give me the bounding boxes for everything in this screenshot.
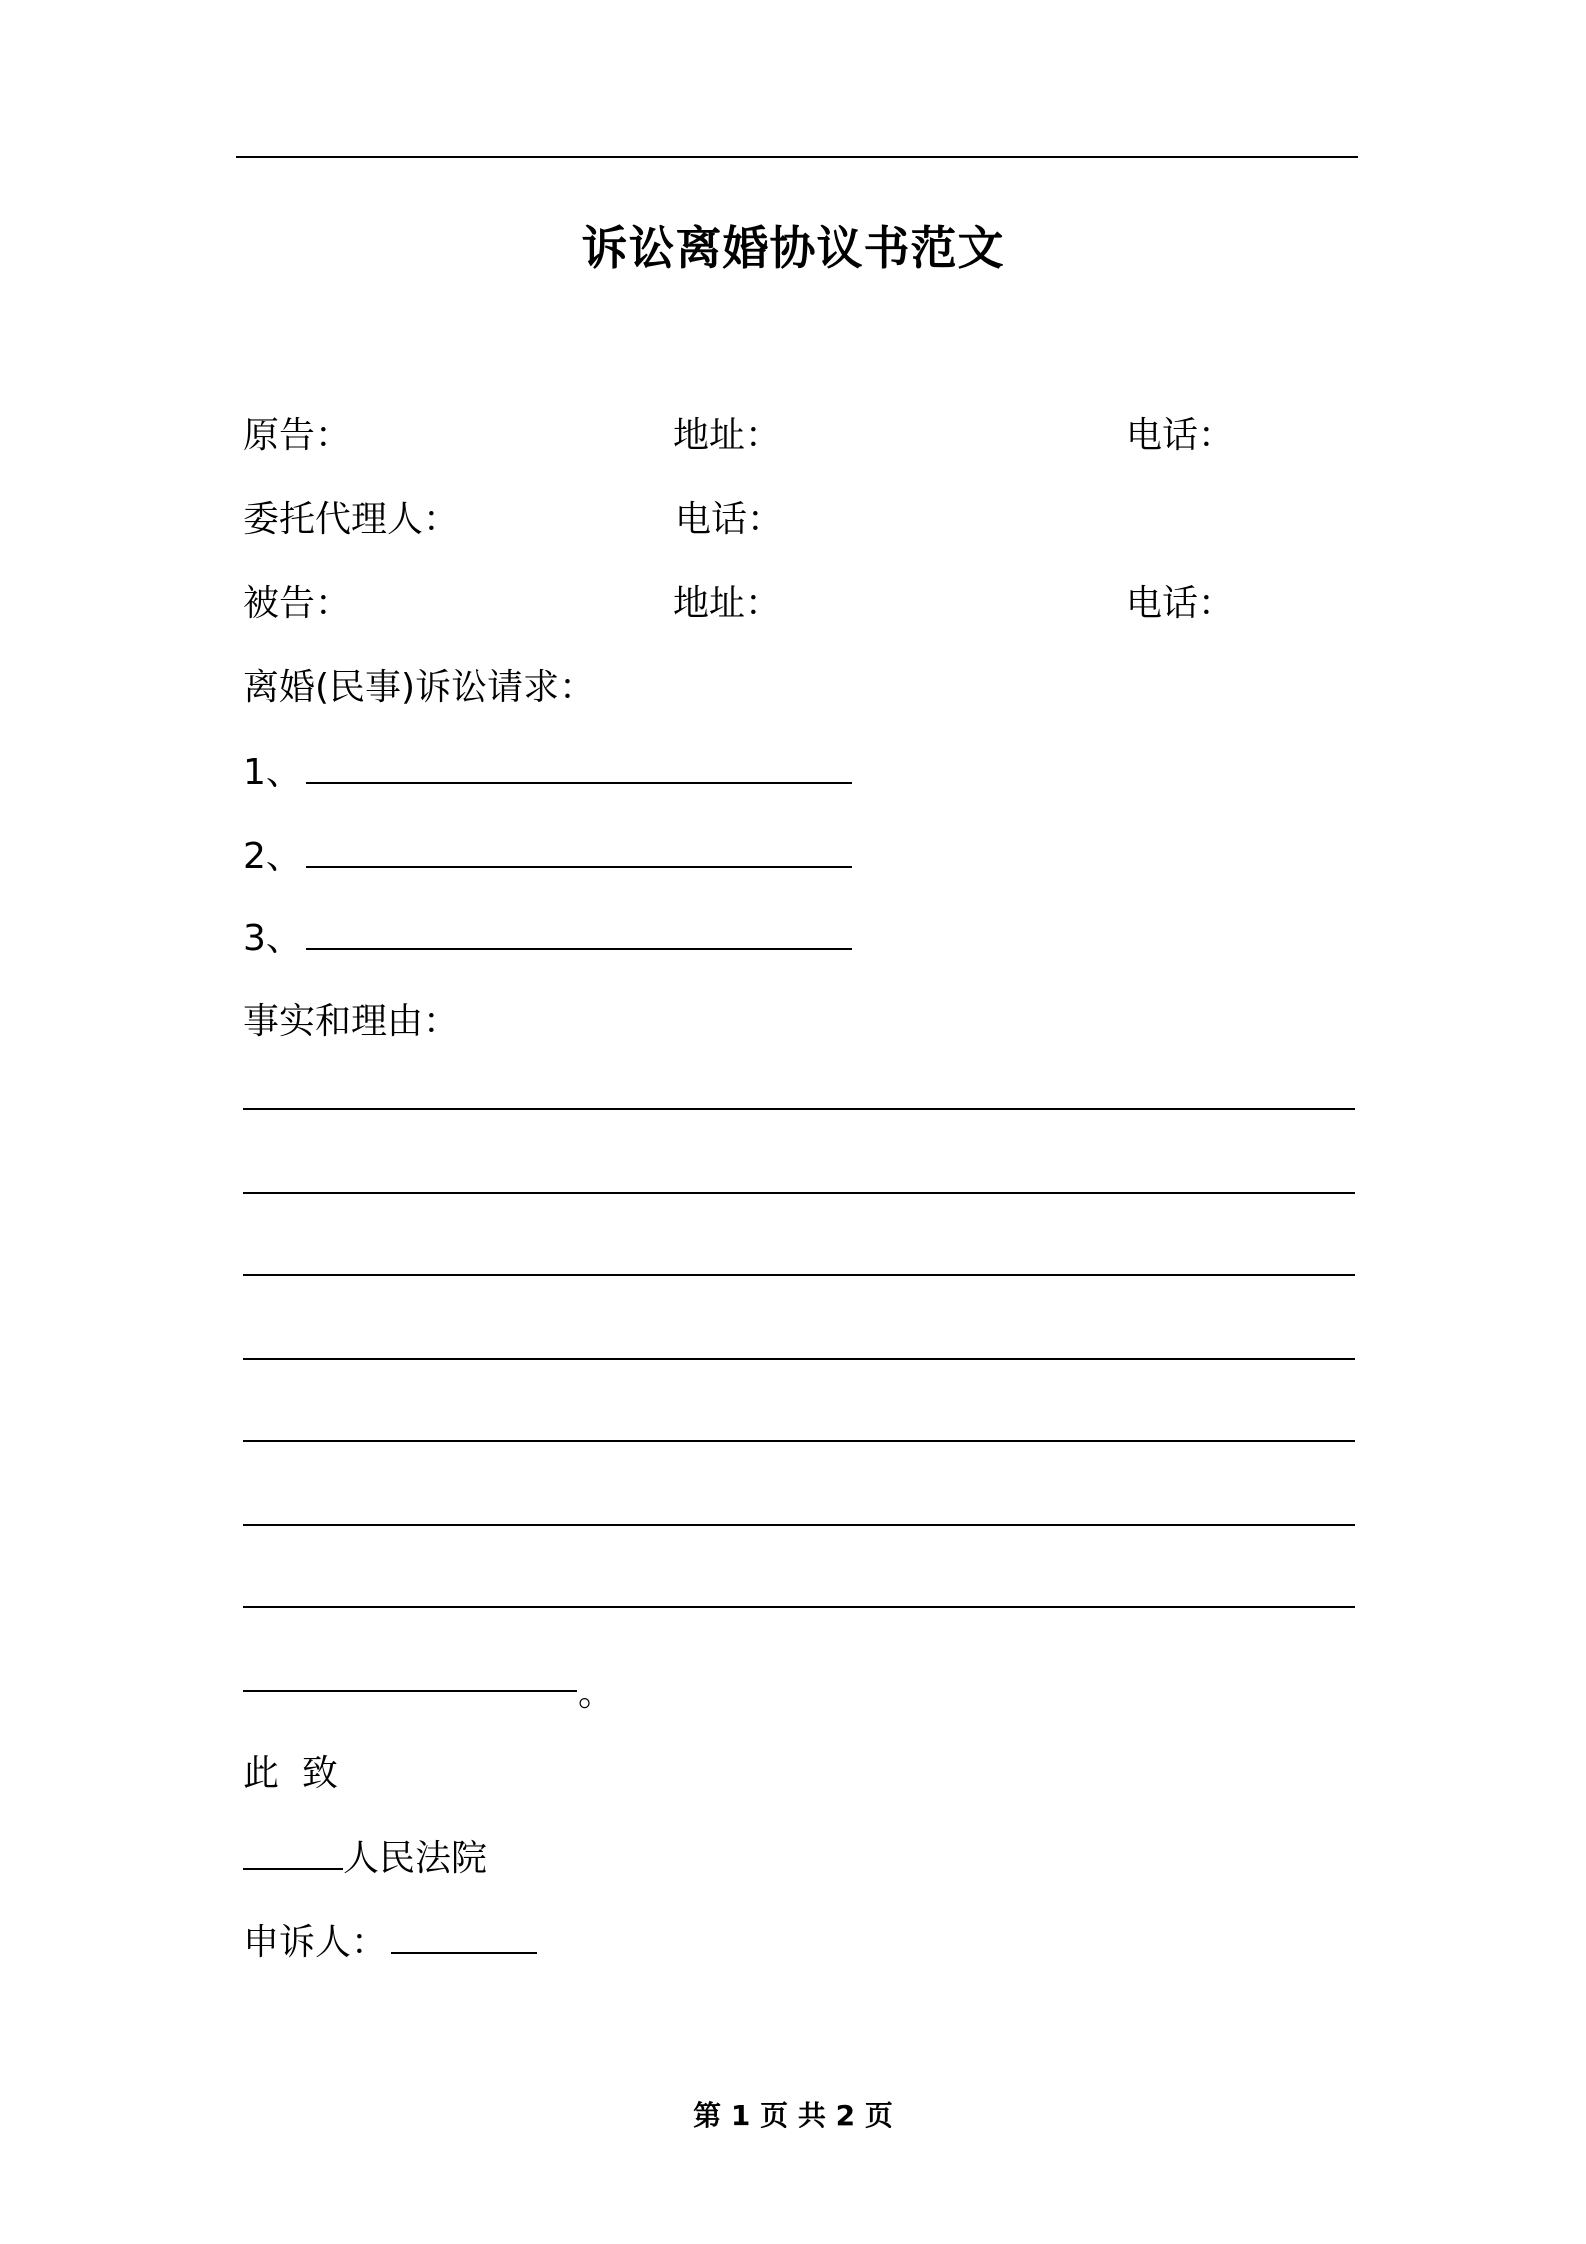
defendant-phone-label: 电话： bbox=[1126, 583, 1235, 624]
plaintiff-address-label: 地址： bbox=[673, 415, 782, 456]
defendant-address bbox=[673, 580, 781, 628]
facts-end-mark: 。 bbox=[578, 1673, 615, 1714]
claim-item bbox=[243, 914, 852, 963]
facts-rule bbox=[243, 1274, 1355, 1276]
facts-rule-final bbox=[243, 1690, 577, 1692]
court-line bbox=[243, 1834, 487, 1883]
agent-row bbox=[243, 496, 459, 544]
appellant-label: 申诉人： bbox=[243, 1922, 388, 1963]
claim-item bbox=[243, 832, 852, 881]
agent-phone-label: 电话： bbox=[675, 499, 784, 540]
claim-number: 1、 bbox=[243, 752, 302, 793]
appellant-line bbox=[243, 1918, 537, 1967]
facts-heading: 事实和理由： bbox=[243, 1001, 460, 1042]
defendant-label: 被告： bbox=[243, 583, 352, 624]
claim-blank bbox=[306, 914, 852, 950]
facts-rule bbox=[243, 1192, 1355, 1194]
court-label: 人民法院 bbox=[343, 1838, 488, 1879]
claim-number: 3、 bbox=[243, 918, 302, 959]
header-rule bbox=[236, 156, 1358, 158]
salutation: 此 致 bbox=[243, 1753, 338, 1794]
court-blank bbox=[243, 1834, 343, 1870]
agent-label: 委托代理人： bbox=[243, 499, 460, 540]
claim-blank bbox=[306, 748, 852, 784]
facts-rule bbox=[243, 1108, 1355, 1110]
document-title: 诉讼离婚协议书范文 bbox=[581, 221, 1005, 275]
defendant-phone bbox=[1126, 580, 1234, 628]
facts-rule bbox=[243, 1358, 1355, 1360]
defendant-row bbox=[243, 580, 351, 628]
agent-phone bbox=[675, 496, 783, 544]
plaintiff-phone bbox=[1126, 412, 1234, 460]
claim-blank bbox=[306, 832, 852, 868]
page-indicator: 第 1 页 共 2 页 bbox=[693, 2099, 893, 2132]
claims-heading: 离婚(民事)诉讼请求： bbox=[243, 667, 596, 708]
appellant-blank bbox=[391, 1918, 537, 1954]
facts-rule bbox=[243, 1524, 1355, 1526]
claim-item bbox=[243, 748, 852, 797]
plaintiff-label: 原告： bbox=[243, 415, 352, 456]
facts-rule bbox=[243, 1606, 1355, 1608]
plaintiff-row bbox=[243, 412, 351, 460]
plaintiff-address bbox=[673, 412, 781, 460]
facts-rule bbox=[243, 1440, 1355, 1442]
defendant-address-label: 地址： bbox=[673, 583, 782, 624]
claim-number: 2、 bbox=[243, 836, 302, 877]
plaintiff-phone-label: 电话： bbox=[1126, 415, 1235, 456]
